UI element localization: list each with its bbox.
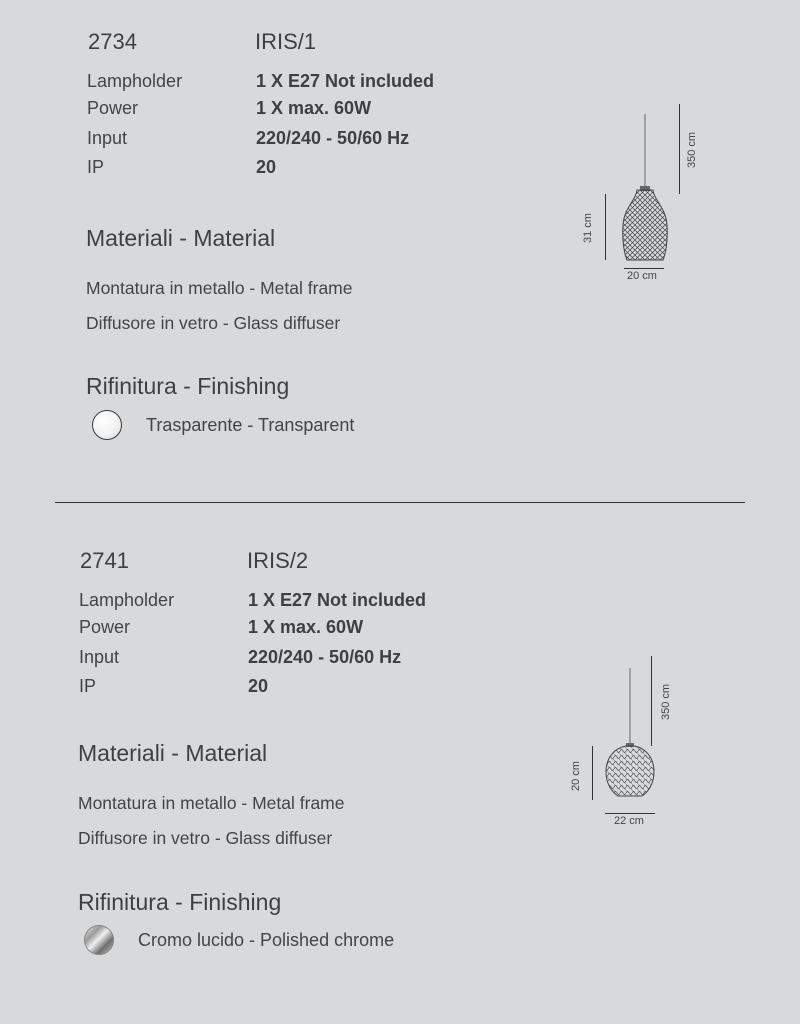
- spec-value-power: 1 X max. 60W: [248, 617, 364, 637]
- spec-label-input: Input: [87, 128, 128, 148]
- pendant-lamp-icon: [590, 658, 670, 808]
- chrome-swatch-icon: [84, 925, 114, 955]
- product-model: IRIS/1: [255, 29, 317, 54]
- spec-value-lampholder: 1 X E27 Not included: [248, 590, 427, 610]
- product-model: IRIS/2: [247, 548, 309, 573]
- material-diffuser: Diffusore in vetro - Glass diffuser: [86, 313, 341, 333]
- transparent-swatch-icon: [92, 410, 122, 440]
- material-title: Materiali - Material: [86, 225, 276, 251]
- finishing-title: Rifinitura - Finishing: [86, 373, 290, 399]
- spec-label-ip: IP: [79, 676, 97, 696]
- spec-value-ip: 20: [256, 157, 277, 177]
- product-code: 2734: [88, 29, 137, 54]
- product-code: 2741: [80, 548, 129, 573]
- dim-cable: 350 cm: [660, 683, 672, 720]
- spec-value-lampholder: 1 X E27 Not included: [256, 71, 435, 91]
- spec-label-power: Power: [87, 98, 139, 118]
- material-frame: Montatura in metallo - Metal frame: [86, 278, 353, 298]
- material-diffuser: Diffusore in vetro - Glass diffuser: [78, 828, 333, 848]
- dim-height: 20 cm: [570, 761, 582, 791]
- section-divider: [55, 502, 745, 503]
- finishing-title: Rifinitura - Finishing: [78, 889, 282, 915]
- spec-label-ip: IP: [87, 157, 105, 177]
- finish-label: Cromo lucido - Polished chrome: [138, 930, 395, 950]
- finish-label: Trasparente - Transparent: [146, 415, 355, 435]
- spec-value-input: 220/240 - 50/60 Hz: [256, 128, 410, 148]
- spec-label-lampholder: Lampholder: [79, 590, 175, 610]
- spec-label-power: Power: [79, 617, 131, 637]
- material-title: Materiali - Material: [78, 740, 268, 766]
- spec-value-input: 220/240 - 50/60 Hz: [248, 647, 402, 667]
- product-2741: [0, 518, 800, 1018]
- dim-width: 22 cm: [614, 815, 644, 827]
- product-2734: [0, 0, 800, 500]
- dim-width: 20 cm: [627, 270, 657, 282]
- spec-value-power: 1 X max. 60W: [256, 98, 372, 118]
- spec-value-ip: 20: [248, 676, 269, 696]
- spec-label-input: Input: [79, 647, 120, 667]
- dim-height: 31 cm: [582, 213, 594, 243]
- pendant-lamp-icon: [600, 100, 690, 280]
- material-frame: Montatura in metallo - Metal frame: [78, 793, 345, 813]
- dim-cable: 350 cm: [686, 131, 698, 168]
- spec-label-lampholder: Lampholder: [87, 71, 183, 91]
